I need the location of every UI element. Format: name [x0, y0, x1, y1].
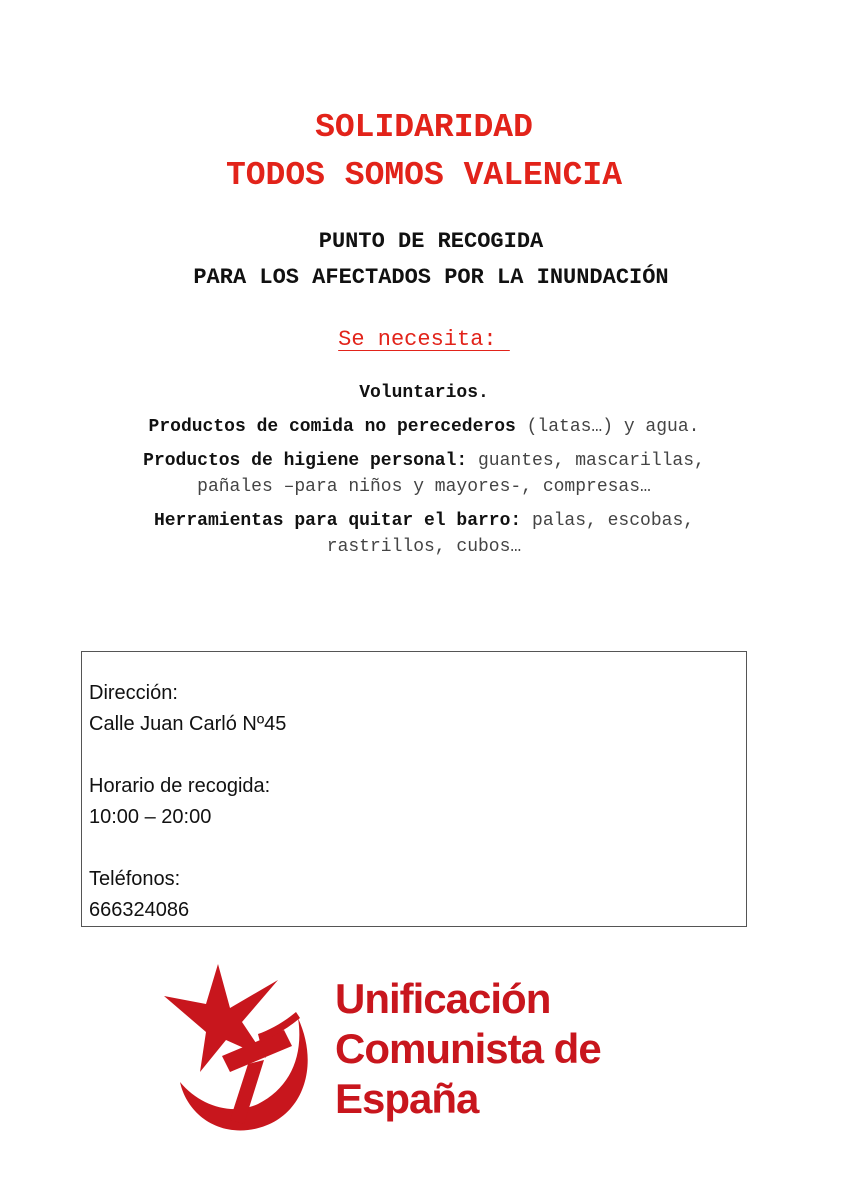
needs-list [0, 380, 848, 568]
info-box [81, 651, 747, 927]
star-hammer-sickle-icon [160, 960, 320, 1140]
need-item-hygiene [104, 448, 744, 500]
title-solidaridad: SOLIDARIDAD [315, 109, 533, 146]
address-label: Dirección: [89, 682, 178, 704]
need-item-volunteers [104, 380, 744, 406]
phones-label: Teléfonos: [89, 868, 181, 890]
hours-value: 10:00 – 20:00 [89, 806, 212, 828]
need-item-bold: Voluntarios. [359, 383, 489, 403]
need-item-rest: (latas…) y agua. [515, 417, 700, 437]
spacer [89, 740, 746, 771]
subtitle-afectados: PARA LOS AFECTADOS POR LA INUNDACIÓN [193, 265, 669, 290]
needed-heading: Se necesita: [338, 327, 510, 352]
need-item-bold: Herramientas para quitar el barro: [153, 511, 522, 531]
title-todos-somos-valencia: TODOS SOMOS VALENCIA [225, 157, 623, 194]
need-item-tools [104, 508, 744, 560]
need-item-bold: Productos de comida no perecederos [148, 417, 516, 437]
need-item-food [104, 414, 744, 440]
need-item-rest: palas, escobas, rastrillos, cubos… [326, 511, 695, 557]
address-value: Calle Juan Carló Nº45 [89, 713, 287, 735]
subtitle-punto-recogida: PUNTO DE RECOGIDA [318, 229, 544, 254]
spacer [89, 833, 746, 864]
logo-line-2: Comunista de [335, 1025, 601, 1072]
uce-logo [160, 960, 630, 1140]
need-item-rest: guantes, mascarillas, pañales –para niños y mayores-, compresas… [197, 451, 705, 497]
logo-line-1: Unificación [335, 975, 551, 1022]
phones-value: 666324086 [89, 899, 190, 921]
logo-line-3: España [335, 1075, 479, 1122]
need-item-bold: Productos de higiene personal: [143, 451, 468, 471]
hours-label: Horario de recogida: [89, 775, 271, 797]
uce-logo-text [335, 974, 601, 1124]
